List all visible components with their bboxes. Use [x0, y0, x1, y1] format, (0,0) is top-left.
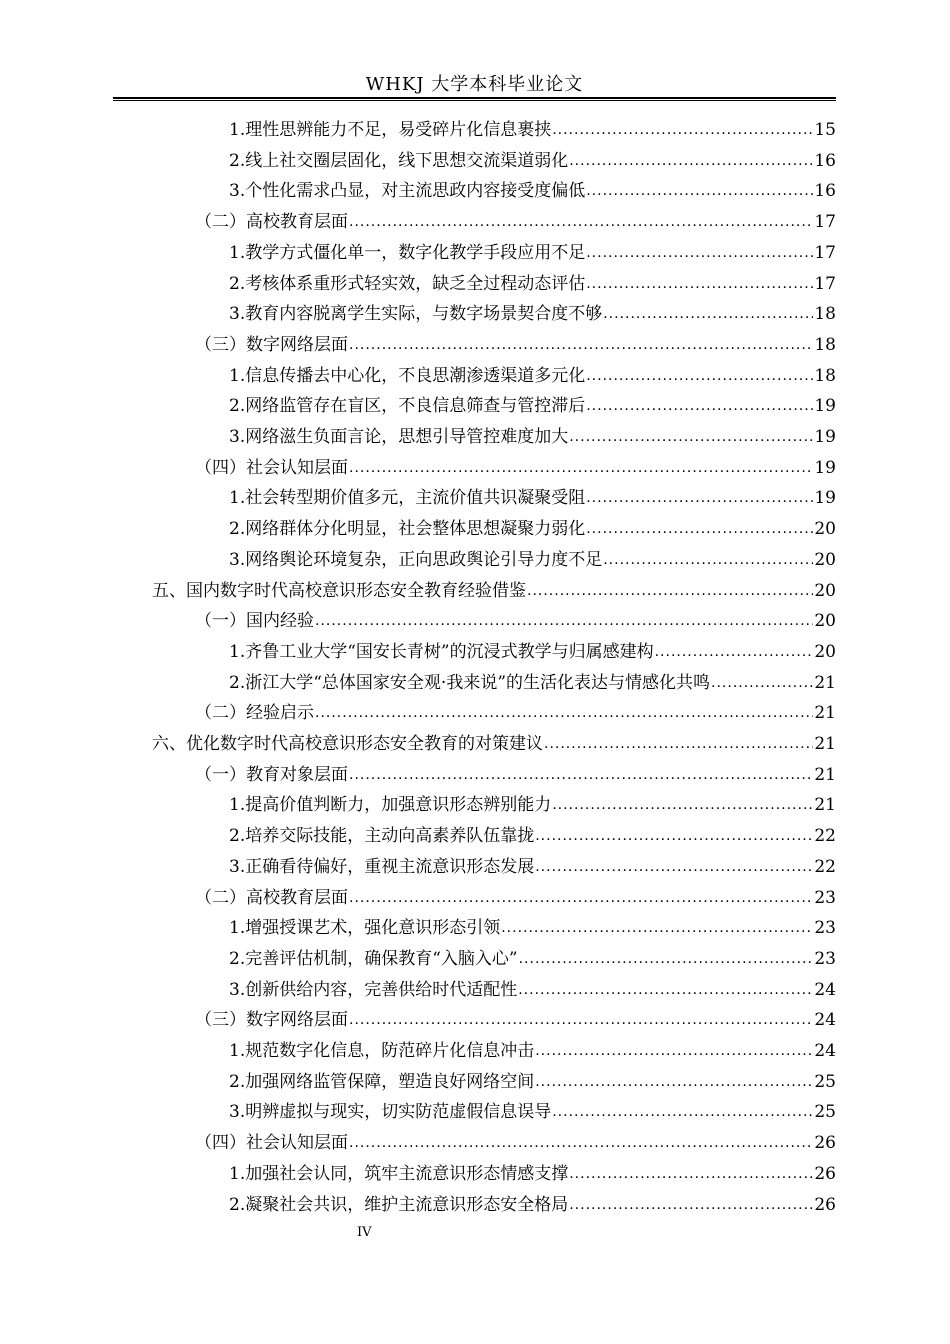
toc-dot-leader [655, 641, 814, 663]
toc-entry-title: （四）社会认知层面 [195, 1133, 348, 1154]
toc-dot-leader [586, 242, 813, 264]
toc-entry-title: 3.教育内容脱离学生实际，与数字场景契合度不够 [229, 304, 603, 325]
toc-entry[interactable] [229, 1154, 836, 1185]
toc-dot-leader [552, 794, 813, 816]
toc-entry-page: 23 [814, 948, 836, 969]
toc-dot-leader [603, 549, 813, 571]
toc-entry[interactable] [229, 1185, 836, 1216]
toc-entry-page: 25 [814, 1071, 836, 1092]
toc-entry[interactable] [229, 816, 836, 847]
toc-dot-leader [315, 702, 813, 724]
toc-dot-leader [349, 1132, 813, 1154]
toc-entry-title: 1.社会转型期价值多元，主流价值共识凝聚受阻 [229, 488, 586, 509]
toc-entry-title: 1.齐鲁工业大学“国安长青树”的沉浸式教学与归属感建构 [229, 641, 654, 662]
toc-entry-title: （二）高校教育层面 [195, 887, 348, 908]
toc-entry-title: （二）高校教育层面 [195, 212, 348, 233]
toc-dot-leader [586, 518, 813, 540]
toc-entry[interactable] [229, 939, 836, 970]
toc-dot-leader [544, 733, 813, 755]
toc-dot-leader [349, 1009, 813, 1031]
toc-dot-leader [569, 426, 813, 448]
toc-entry[interactable] [229, 847, 836, 878]
toc-entry-page: 20 [814, 611, 836, 632]
toc-entry-title: 1.理性思辨能力不足，易受碎片化信息裹挟 [229, 120, 552, 140]
toc-entry-page: 24 [814, 1010, 836, 1031]
toc-entry-page: 23 [814, 918, 836, 939]
toc-entry-page: 15 [814, 120, 836, 140]
toc-dot-leader [315, 610, 813, 632]
toc-entry-title: （一）国内经验 [195, 611, 314, 632]
toc-dot-leader [349, 457, 813, 479]
toc-entry-page: 22 [814, 826, 836, 847]
toc-entry-page: 20 [814, 580, 836, 601]
toc-dot-leader [569, 1194, 813, 1216]
toc-dot-leader [535, 1040, 813, 1062]
toc-entry[interactable] [229, 478, 836, 509]
toc-entry-title: 1.教学方式僵化单一，数字化教学手段应用不足 [229, 242, 586, 263]
toc-dot-leader [535, 1071, 813, 1093]
toc-entry[interactable] [229, 908, 836, 939]
toc-entry-title: 1.规范数字化信息，防范碎片化信息冲击 [229, 1041, 535, 1061]
toc-entry-page: 16 [814, 150, 836, 171]
toc-entry[interactable] [229, 141, 836, 172]
header-rule [113, 97, 836, 101]
toc-entry-title: 3.创新供给内容，完善供给时代适配性 [229, 979, 518, 1000]
toc-entry[interactable] [229, 663, 836, 694]
toc-entry-page: 17 [814, 273, 836, 294]
toc-entry-page: 25 [814, 1102, 836, 1123]
toc-entry-title: 2.网络群体分化明显，社会整体思想凝聚力弱化 [229, 519, 586, 540]
toc-entry-page: 23 [814, 887, 836, 908]
toc-entry-title: 2.凝聚社会共识，维护主流意识形态安全格局 [229, 1194, 569, 1215]
toc-dot-leader [518, 979, 813, 1001]
toc-entry-page: 18 [814, 334, 836, 355]
toc-dot-leader [552, 1101, 813, 1123]
toc-entry-title: 2.线上社交圈层固化，线下思想交流渠道弱化 [229, 150, 569, 171]
toc-entry[interactable] [229, 356, 836, 387]
toc-entry-page: 16 [814, 181, 836, 202]
toc-dot-leader [535, 825, 813, 847]
toc-entry-page: 21 [814, 795, 836, 816]
toc-dot-leader [349, 887, 813, 909]
toc-entry[interactable] [229, 970, 836, 1001]
toc-entry-title: 1.增强授课艺术，强化意识形态引领 [229, 918, 501, 939]
toc-entry[interactable] [195, 601, 836, 632]
toc-entry-title: 3.正确看待偏好，重视主流意识形态发展 [229, 856, 535, 877]
toc-dot-leader [569, 150, 813, 172]
toc-dot-leader [586, 487, 813, 509]
toc-entry-page: 21 [814, 672, 836, 693]
toc-dot-leader [349, 764, 813, 786]
toc-entry-page: 19 [814, 427, 836, 447]
toc-entry-title: 2.浙江大学“总体国家安全观·我来说”的生活化表达与情感化共鸣 [229, 672, 711, 693]
toc-entry[interactable] [195, 878, 836, 909]
toc-entry[interactable] [152, 724, 836, 755]
toc-entry[interactable] [195, 325, 836, 356]
toc-entry-page: 21 [814, 764, 836, 785]
toc-entry[interactable] [229, 110, 836, 141]
toc-entry-title: 2.网络监管存在盲区，不良信息筛查与管控滞后 [229, 396, 586, 417]
toc-entry-page: 26 [814, 1163, 836, 1184]
toc-entry[interactable] [229, 632, 836, 663]
toc-entry-title: 1.加强社会认同，筑牢主流意识形态情感支撑 [229, 1163, 569, 1184]
toc-dot-leader [711, 672, 813, 694]
toc-dot-leader [349, 334, 813, 356]
toc-entry-title: 2.考核体系重形式轻实效，缺乏全过程动态评估 [229, 273, 586, 294]
toc-dot-leader [586, 365, 813, 387]
toc-entry[interactable] [229, 785, 836, 816]
toc-entry-title: （三）数字网络层面 [195, 1010, 348, 1031]
toc-entry[interactable] [195, 1000, 836, 1031]
toc-entry-title: 1.信息传播去中心化，不良思潮渗透渠道多元化 [229, 365, 586, 386]
toc-entry-page: 19 [814, 457, 836, 478]
toc-entry[interactable] [229, 509, 836, 540]
toc-entry-title: 3.个性化需求凸显，对主流思政内容接受度偏低 [229, 181, 586, 202]
toc-dot-leader [349, 211, 813, 233]
toc-entry-page: 24 [814, 979, 836, 1000]
toc-entry-page: 21 [814, 703, 836, 724]
toc-entry[interactable] [229, 1031, 836, 1062]
toc-dot-leader [586, 180, 813, 202]
toc-entry[interactable] [229, 171, 836, 202]
toc-entry-title: 3.网络滋生负面言论，思想引导管控难度加大 [229, 427, 569, 447]
toc-entry-page: 21 [814, 734, 836, 754]
toc-entry-page: 20 [814, 641, 836, 662]
toc-dot-leader [552, 119, 813, 141]
toc-entry-title: 2.完善评估机制，确保教育“入脑入心” [229, 948, 518, 969]
toc-entry-title: （四）社会认知层面 [195, 457, 348, 478]
toc-dot-leader [519, 948, 814, 970]
toc-entry-page: 19 [814, 488, 836, 509]
toc-entry-page: 18 [814, 304, 836, 325]
toc-entry-title: （二）经验启示 [195, 703, 314, 724]
toc-entry-title: 2.培养交际技能，主动向高素养队伍靠拢 [229, 826, 535, 847]
toc-entry[interactable] [195, 202, 836, 233]
toc-entry-title: （一）教育对象层面 [195, 764, 348, 785]
toc-entry-page: 19 [814, 396, 836, 417]
toc-entry-title: 六、优化数字时代高校意识形态安全教育的对策建议 [152, 734, 543, 754]
toc-entry[interactable] [229, 233, 836, 264]
toc-entry[interactable] [229, 1092, 836, 1123]
toc-dot-leader [569, 1163, 813, 1185]
toc-entry-title: 2.加强网络监管保障，塑造良好网络空间 [229, 1071, 535, 1092]
page-number: IV [357, 1225, 372, 1240]
toc-entry-page: 24 [814, 1041, 836, 1061]
toc-entry[interactable] [229, 386, 836, 417]
toc-entry-page: 26 [814, 1194, 836, 1215]
toc-entry[interactable] [195, 693, 836, 724]
toc-entry-page: 20 [814, 519, 836, 540]
toc-entry[interactable] [195, 755, 836, 786]
toc-entry[interactable] [195, 1123, 836, 1154]
toc-entry[interactable] [152, 571, 836, 602]
toc-entry-page: 20 [814, 549, 836, 570]
toc-dot-leader [535, 856, 813, 878]
toc-entry[interactable] [229, 294, 836, 325]
toc-entry-page: 18 [814, 365, 836, 386]
toc-entry[interactable] [229, 540, 836, 571]
toc-entry[interactable] [229, 417, 836, 448]
toc-entry[interactable] [229, 264, 836, 295]
toc-entry-page: 17 [814, 212, 836, 233]
toc-entry[interactable] [195, 448, 836, 479]
toc-entry-title: （三）数字网络层面 [195, 334, 348, 355]
toc-entry-title: 3.网络舆论环境复杂，正向思政舆论引导力度不足 [229, 549, 603, 570]
running-header: WHKJ 大学本科毕业论文 [365, 74, 584, 95]
toc-dot-leader [527, 580, 813, 602]
toc-dot-leader [586, 395, 813, 417]
toc-entry-page: 17 [814, 242, 836, 263]
toc-entry-page: 26 [814, 1133, 836, 1154]
toc-entry-title: 3.明辨虚拟与现实，切实防范虚假信息误导 [229, 1102, 552, 1123]
toc-entry-title: 五、国内数字时代高校意识形态安全教育经验借鉴 [152, 580, 526, 601]
toc-dot-leader [603, 303, 813, 325]
toc-entry-title: 1.提高价值判断力，加强意识形态辨别能力 [229, 795, 552, 816]
toc-entry-page: 22 [814, 856, 836, 877]
toc-entry[interactable] [229, 1062, 836, 1093]
toc-dot-leader [501, 917, 813, 939]
toc-dot-leader [586, 273, 813, 295]
